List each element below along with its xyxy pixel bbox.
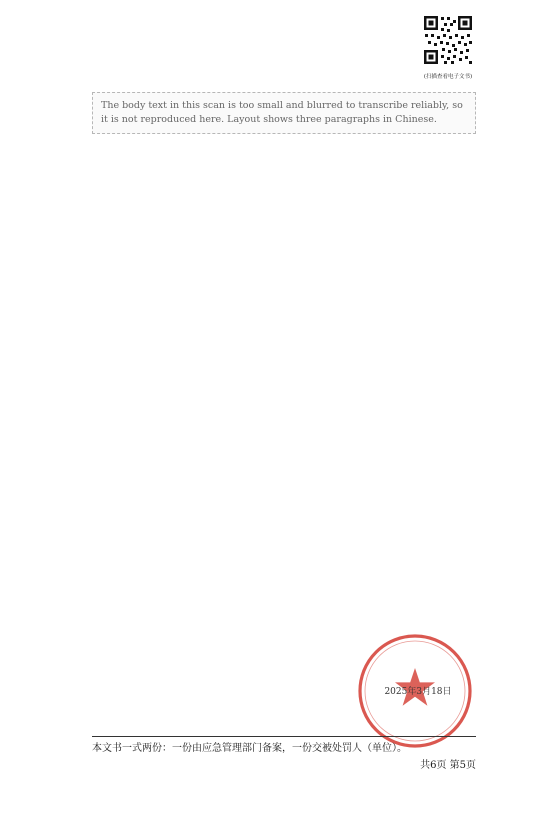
qr-caption: (扫描查看电子文书) [423,74,473,80]
page-number: 共6页 第5页 [420,760,476,771]
qr-code-icon [422,14,474,66]
issue-date: 2025年3月18日 [384,687,452,697]
footer-divider [92,736,476,737]
decision-body [92,92,476,144]
copies-note: 本文书一式两份：一份由应急管理部门备案，一份交被处罚人（单位）。 [92,743,407,754]
transcription-note: The body text in this scan is too small and blurred to transcribe reliably, so it is not reproduced here. Layout shows three paragraphs in Chinese. [92,92,476,134]
